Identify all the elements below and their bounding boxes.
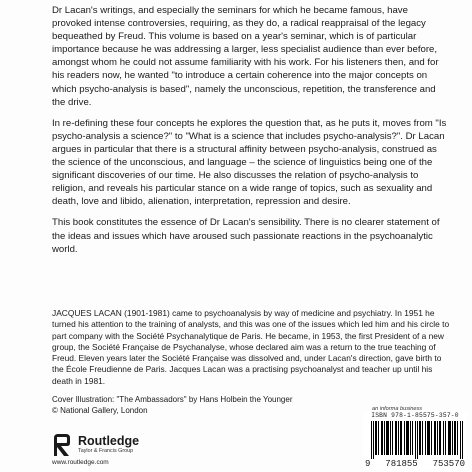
barcode-digit-1: 9 (365, 459, 371, 469)
barcode (363, 412, 467, 470)
publisher-website: www.routledge.com (52, 459, 109, 466)
informa-tagline: an informa business (372, 406, 423, 412)
author-bio: JACQUES LACAN (1901-1981) came to psychoanalysis by way of medicine and psychiatry. In 1951 he turned his attention to the training of analysts, and this was one of the issues which led him and his circle to part company with the Société Psychanalytique de Paris. He became, in 1953, the first President of a new group, the Société Française de Psychanalyse, whose declared aim was a return to the true teaching of Freud. Eleven years later the Société Française was dissolved and, under Lacan's direction, gave birth to the École Freudienne de Paris. Jacques Lacan was a practising psychoanalyst and teacher up until his death in 1981. (52, 308, 450, 386)
routledge-icon (52, 432, 72, 458)
barcode-digit-2: 781855 (385, 459, 418, 469)
barcode-digit-3: 753570 (432, 459, 465, 469)
isbn-text: ISBN 978-1-85575-357-0 (371, 412, 459, 419)
barcode-digits (363, 459, 467, 469)
publisher-group: Taylor & Francis Group (78, 448, 134, 454)
cover-credit (52, 395, 312, 416)
blurb (52, 4, 450, 264)
blurb-paragraph-3: This book constitutes the essence of Dr Lacan's sensibility. There is no clearer statement of the ideas and issues which have aroused such passionate reactions in the psychoanalytic world. (52, 217, 440, 255)
blurb-paragraph-1: Dr Lacan's writings, and especially the seminars for which he became famous, have provoked intense controversies, requiring, as they do, a radical reappraisal of the legacy bequeathed by Freud. This volume is based on a year's seminar, which is of particular importance because he was addressing a larger, less specialist audience than ever before, amongst whom he could not assume familiarity with his work. For his listeners then, and for his readers now, he wanted "to introduce a certain coherence into the major concepts on which psycho-analysis is based", namely the unconscious, repetition, the transference and the drive. (52, 5, 439, 108)
blurb-paragraph-2: In re-defining these four concepts he explores the question that, as he puts it, moves from "Is psycho-analysis a science?" to "What is a science that includes psycho-analysis?". Dr Lacan argues in particular that there is a structural affinity between psycho-analysis, construed as the science of the unconscious, and language – the science of linguistics being one of the significant discoveries of our time. He also discusses the relation of psycho-analysis to religion, and reveals his particular stance on a wide range of topics, such as sexuality and death, love and libido, alienation, interpretation, repression and desire. (52, 117, 447, 208)
publisher-logo (52, 432, 139, 458)
publisher-name: Routledge (78, 434, 140, 448)
barcode-bars (371, 421, 463, 459)
cover-credit-line-1: Cover Illustration: "The Ambassadors" by Hans Holbein the Younger (52, 395, 293, 404)
cover-credit-line-2: © National Gallery, London (52, 405, 148, 415)
